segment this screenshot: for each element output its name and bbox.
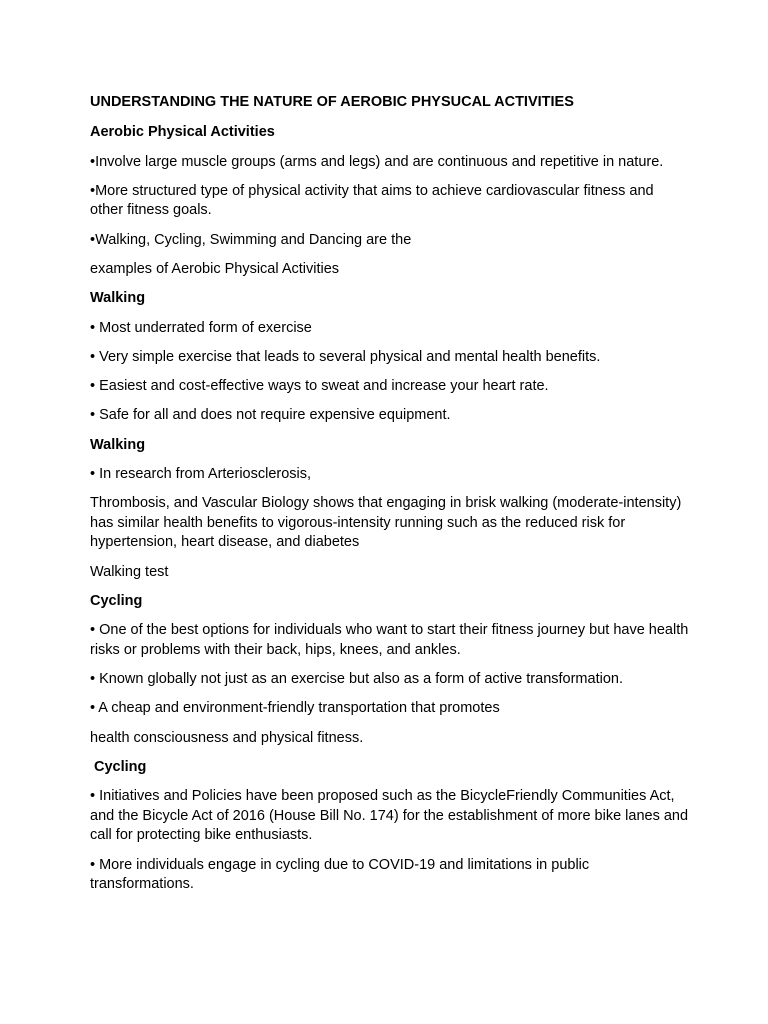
bullet-paragraph: • Known globally not just as an exercise but also as a form of active transformation. xyxy=(90,671,623,688)
section-heading-walking-2: Walking xyxy=(90,436,146,453)
section-heading-cycling: Cycling xyxy=(90,592,143,609)
bullet-paragraph: • One of the best options for individuals who want to start their fitness journey but have health risks or problems with their back, hips, knees, and ankles. xyxy=(90,622,689,658)
bullet-paragraph: • More individuals engage in cycling due to COVID-19 and limitations in public transformations. xyxy=(90,856,590,893)
bullet-paragraph: • Very simple exercise that leads to several physical and mental health benefits. xyxy=(90,348,601,365)
bullet-paragraph: • Easiest and cost-effective ways to sweat and increase your heart rate. xyxy=(90,378,549,395)
bullet-paragraph: •Involve large muscle groups (arms and legs) and are continuous and repetitive in nature. xyxy=(90,153,664,170)
body-paragraph: Walking test xyxy=(90,563,169,580)
document-page xyxy=(90,93,690,904)
section-heading-aerobic: Aerobic Physical Activities xyxy=(90,124,275,141)
section-heading-cycling-2: Cycling xyxy=(94,758,147,775)
bullet-paragraph: • A cheap and environment-friendly transportation that promotes xyxy=(90,700,500,717)
body-paragraph: examples of Aerobic Physical Activities xyxy=(90,260,340,277)
bullet-paragraph: •More structured type of physical activity that aims to achieve cardiovascular fitness and other fitness goals. xyxy=(90,182,654,219)
bullet-paragraph: • In research from Arteriosclerosis, xyxy=(90,466,312,483)
section-heading-walking: Walking xyxy=(90,290,146,307)
bullet-paragraph: • Most underrated form of exercise xyxy=(90,319,312,336)
body-paragraph: health consciousness and physical fitness. xyxy=(90,729,364,746)
body-paragraph: Thrombosis, and Vascular Biology shows that engaging in brisk walking (moderate-intensity) has similar health benefits to vigorous-intensity running such as the reduced risk for hypertension, heart disease, and diabetes xyxy=(90,495,682,551)
document-title: UNDERSTANDING THE NATURE OF AEROBIC PHYSUCAL ACTIVITIES xyxy=(90,94,574,110)
bullet-paragraph: • Safe for all and does not require expensive equipment. xyxy=(90,407,451,424)
bullet-paragraph: •Walking, Cycling, Swimming and Dancing are the xyxy=(90,231,412,248)
bullet-paragraph: • Initiatives and Policies have been proposed such as the BicycleFriendly Communities Act, and the Bicycle Act of 2016 (House Bill No. 174) for the establishment of more bike lanes and call for protecting bike enthusiasts. xyxy=(90,788,689,844)
